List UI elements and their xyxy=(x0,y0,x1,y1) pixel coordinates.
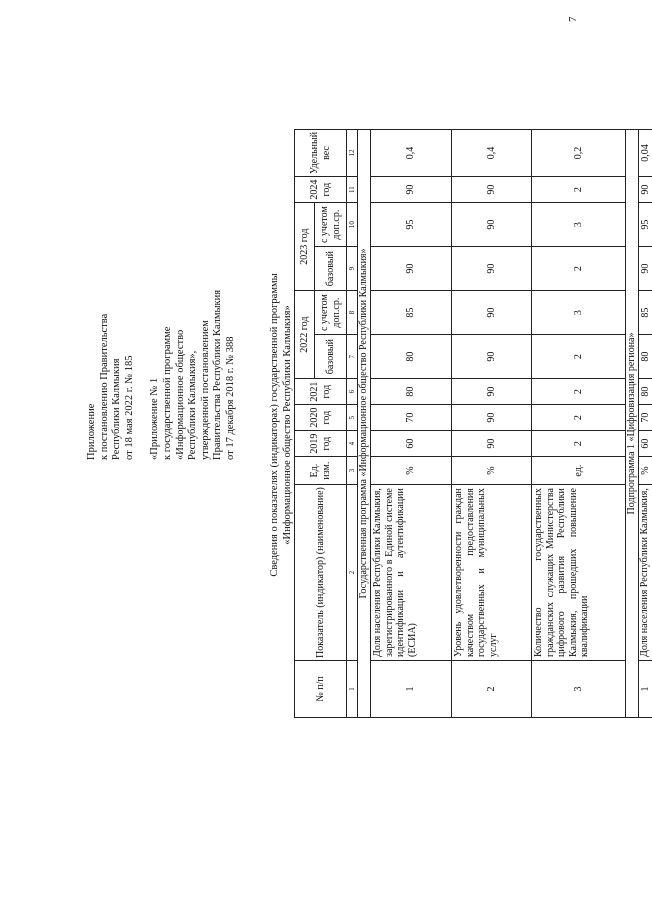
col-number: 10 xyxy=(347,203,358,247)
header-2023: 2023 год xyxy=(295,203,315,291)
row-value-2020: 2 xyxy=(532,405,626,431)
header-2020: 2020 год xyxy=(295,405,347,431)
annex-line: Республики Калмыкия», xyxy=(187,350,199,460)
row-value-2023-extra: 3 xyxy=(532,203,626,247)
row-value-2022-extra: 3 xyxy=(532,291,626,335)
row-value-2021: 90 xyxy=(452,379,532,405)
row-value-2024: 90 xyxy=(639,177,652,203)
header-2022: 2022 год xyxy=(295,291,315,379)
annex-line: Республики Калмыкия xyxy=(111,358,123,460)
row-value-2020: 70 xyxy=(371,405,452,431)
col-number: 12 xyxy=(347,129,358,176)
annex-line: от 17 декабря 2018 г. № 388 xyxy=(224,336,236,460)
row-value-2022-base: 2 xyxy=(532,335,626,379)
row-value-2023-extra: 95 xyxy=(371,203,452,247)
annex-line: Правительства Республики Калмыкия xyxy=(212,289,224,460)
row-value-2021: 2 xyxy=(532,379,626,405)
row-num: 1 xyxy=(639,661,652,718)
row-value-2022-base: 80 xyxy=(371,335,452,379)
header-2024: 2024 год xyxy=(295,177,347,203)
section-heading-program: Государственная программа «Информационное общество Республики Калмыкия» xyxy=(358,129,371,717)
row-unit: % xyxy=(639,457,652,485)
row-value-2021: 80 xyxy=(371,379,452,405)
row-num: 1 xyxy=(371,661,452,718)
table-row xyxy=(371,129,452,717)
annex-line: к государственной программе xyxy=(161,326,173,460)
row-value-2023-base: 90 xyxy=(371,247,452,291)
indicators-table xyxy=(294,129,652,718)
row-unit: ед. xyxy=(532,457,626,485)
row-unit: % xyxy=(371,457,452,485)
page-number: 7 xyxy=(567,16,579,22)
header-2019: 2019 год xyxy=(295,431,347,457)
col-number: 1 xyxy=(347,661,358,718)
row-name: Доля населения Республики Калмыкия, xyxy=(639,485,652,661)
row-value-2019: 60 xyxy=(371,431,452,457)
row-value-2024: 90 xyxy=(371,177,452,203)
row-name: Доля населения Республики Калмыкия, зарегистрированного в Единой системе идентификации и аутентификации (ЕСИА) xyxy=(371,485,452,661)
row-value-2019: 90 xyxy=(452,431,532,457)
table-row xyxy=(452,129,532,717)
col-number: 2 xyxy=(347,485,358,661)
col-number: 11 xyxy=(347,177,358,203)
col-number: 9 xyxy=(347,247,358,291)
row-value-2022-extra: 90 xyxy=(452,291,532,335)
title-line-2: «Информационное общество Республики Калмыкия» xyxy=(282,305,293,545)
header-num: № п/п xyxy=(295,661,347,718)
col-number: 4 xyxy=(347,431,358,457)
row-unit: % xyxy=(452,457,532,485)
annex-line: Приложение xyxy=(86,403,97,460)
row-value-2023-base: 2 xyxy=(532,247,626,291)
row-value-2022-extra: 85 xyxy=(639,291,652,335)
row-weight: 0,4 xyxy=(371,129,452,176)
col-number: 7 xyxy=(347,335,358,379)
row-value-2023-base: 90 xyxy=(452,247,532,291)
annex-line: к постановлению Правительства xyxy=(98,313,110,460)
column-numbers-row xyxy=(347,129,358,717)
header-2021: 2021 год xyxy=(295,379,347,405)
annex-line: утвержденной постановлением xyxy=(199,320,211,460)
row-weight: 0,04 xyxy=(639,129,652,176)
header-2023-extra: с учетом доп.ср. xyxy=(315,203,347,247)
row-name: Уровень удовлетворенности граждан качеством предоставления государственных и муниципальных услуг xyxy=(452,485,532,661)
row-value-2022-base: 90 xyxy=(452,335,532,379)
row-value-2020: 70 xyxy=(639,405,652,431)
row-value-2022-extra: 85 xyxy=(371,291,452,335)
section-heading-subprogram: Подпрограмма 1 «Цифровизация региона» xyxy=(626,129,639,717)
annex-line: «Приложение № 1 xyxy=(149,377,161,460)
table-row xyxy=(532,129,626,717)
col-number: 3 xyxy=(347,457,358,485)
row-value-2019: 60 xyxy=(639,431,652,457)
header-unit: Ед. изм. xyxy=(295,457,347,485)
row-value-2024: 2 xyxy=(532,177,626,203)
col-number: 6 xyxy=(347,379,358,405)
document-title xyxy=(268,145,294,705)
annex-line: от 18 мая 2022 г. № 185 xyxy=(123,355,135,460)
row-value-2024: 90 xyxy=(452,177,532,203)
row-name: Количество государственных гражданских служащих Министерства цифрового развития Республики Калмыкия, прошедших повышение квалификации xyxy=(532,485,626,661)
row-value-2020: 90 xyxy=(452,405,532,431)
annex-heading xyxy=(86,260,238,460)
row-value-2022-base: 80 xyxy=(639,335,652,379)
col-number: 8 xyxy=(347,291,358,335)
col-number: 5 xyxy=(347,405,358,431)
row-num: 2 xyxy=(452,661,532,718)
row-value-2019: 2 xyxy=(532,431,626,457)
row-weight: 0,2 xyxy=(532,129,626,176)
row-weight: 0,4 xyxy=(452,129,532,176)
table-row xyxy=(639,129,652,717)
header-weight: Удельный вес xyxy=(295,129,347,176)
header-2022-base: базовый xyxy=(315,335,347,379)
row-value-2023-extra: 95 xyxy=(639,203,652,247)
row-value-2023-extra: 90 xyxy=(452,203,532,247)
header-name: Показатель (индикатор) (наименование) xyxy=(295,485,347,661)
header-2023-base: базовый xyxy=(315,247,347,291)
header-2022-extra: с учетом доп.ср. xyxy=(315,291,347,335)
title-line-1: Сведения о показателях (индикаторах) государственной программы xyxy=(269,273,280,577)
row-value-2021: 80 xyxy=(639,379,652,405)
row-value-2023-base: 90 xyxy=(639,247,652,291)
annex-line: «Информационное общество xyxy=(174,329,186,460)
row-num: 3 xyxy=(532,661,626,718)
